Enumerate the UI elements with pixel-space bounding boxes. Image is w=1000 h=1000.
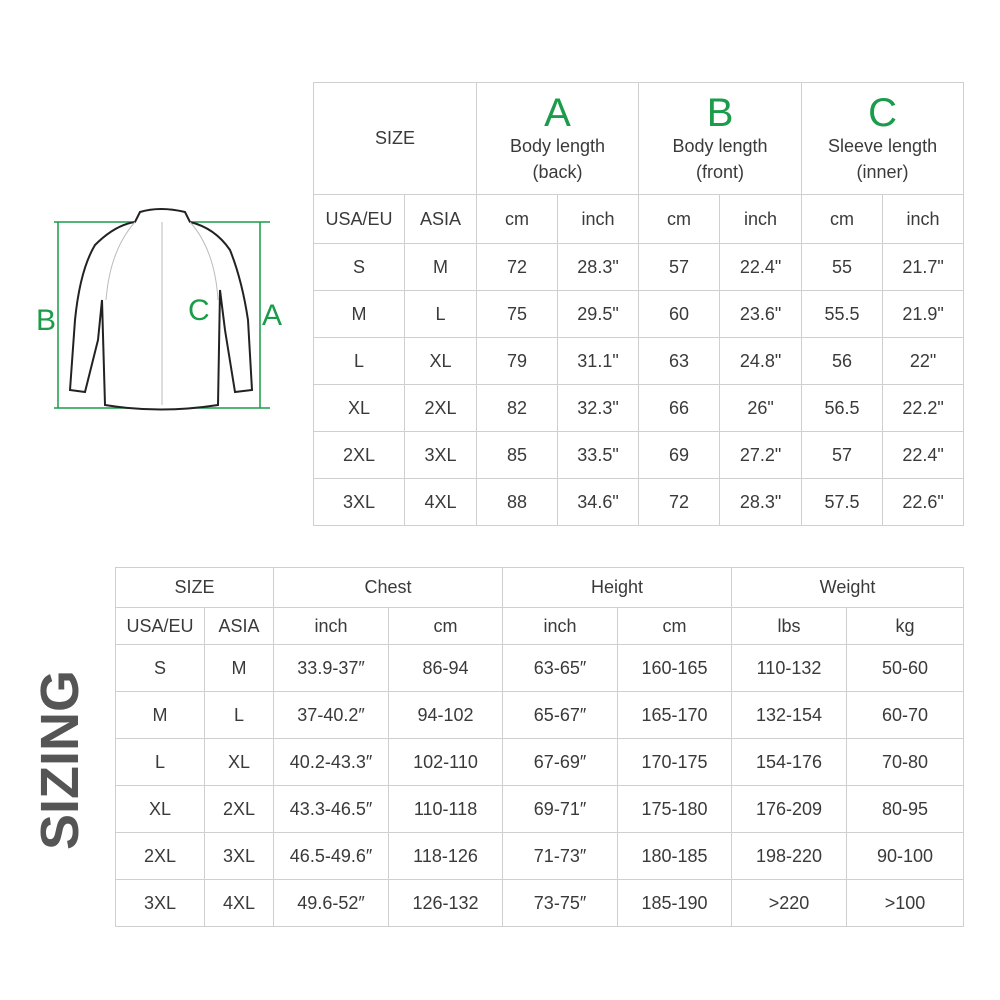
label-a: A <box>262 299 283 332</box>
sub-header: inch <box>274 608 389 645</box>
table-cell: 27.2" <box>720 432 802 479</box>
table-cell: S <box>314 244 405 291</box>
column-a-subtitle: (back) <box>532 161 583 182</box>
table-row <box>314 338 964 385</box>
table-cell: 72 <box>477 244 558 291</box>
table-cell: 4XL <box>205 880 274 927</box>
table-cell: L <box>314 338 405 385</box>
column-c-subtitle: (inner) <box>856 161 909 182</box>
table-cell: 110-132 <box>732 645 847 692</box>
table-cell: 2XL <box>314 432 405 479</box>
table-row <box>116 833 964 880</box>
table-row <box>314 244 964 291</box>
table-cell: 73-75″ <box>503 880 618 927</box>
table-cell: 2XL <box>116 833 205 880</box>
table-cell: XL <box>116 786 205 833</box>
table-row <box>116 739 964 786</box>
sub-header-row <box>116 608 964 645</box>
table-cell: 60-70 <box>847 692 964 739</box>
table-cell: 79 <box>477 338 558 385</box>
table-row <box>116 880 964 927</box>
table-cell: 56 <box>802 338 883 385</box>
table-row <box>116 645 964 692</box>
table-cell: 22.6" <box>883 479 964 526</box>
sub-header: kg <box>847 608 964 645</box>
table-cell: 65-67″ <box>503 692 618 739</box>
table-cell: 132-154 <box>732 692 847 739</box>
table-cell: XL <box>314 385 405 432</box>
table-cell: 4XL <box>405 479 477 526</box>
table-cell: M <box>405 244 477 291</box>
table-row <box>314 479 964 526</box>
column-a-letter: A <box>544 90 571 135</box>
label-c: C <box>188 294 210 327</box>
column-b-header <box>639 83 802 195</box>
table-cell: 50-60 <box>847 645 964 692</box>
table-cell: 126-132 <box>389 880 503 927</box>
sub-header: cm <box>477 195 558 244</box>
table-cell: 160-165 <box>618 645 732 692</box>
table-cell: 56.5 <box>802 385 883 432</box>
table-cell: 55.5 <box>802 291 883 338</box>
table-cell: XL <box>405 338 477 385</box>
table-cell: S <box>116 645 205 692</box>
column-a-header <box>477 83 639 195</box>
table-cell: 175-180 <box>618 786 732 833</box>
table-cell: L <box>205 692 274 739</box>
table-cell: 70-80 <box>847 739 964 786</box>
table-cell: 46.5-49.6″ <box>274 833 389 880</box>
table-cell: L <box>405 291 477 338</box>
table-cell: 72 <box>639 479 720 526</box>
sub-header-row <box>314 195 964 244</box>
sub-header: ASIA <box>205 608 274 645</box>
table-cell: 88 <box>477 479 558 526</box>
table-cell: 176-209 <box>732 786 847 833</box>
table-cell: 55 <box>802 244 883 291</box>
body-measurement-table <box>115 567 964 927</box>
table-cell: 22" <box>883 338 964 385</box>
table-row <box>116 692 964 739</box>
jersey-measurement-diagram <box>30 200 300 430</box>
table-cell: 28.3" <box>558 244 639 291</box>
table-cell: 60 <box>639 291 720 338</box>
sub-header: inch <box>503 608 618 645</box>
table-cell: 80-95 <box>847 786 964 833</box>
sub-header: cm <box>639 195 720 244</box>
table-cell: 22.2" <box>883 385 964 432</box>
table-row <box>116 786 964 833</box>
table-cell: 170-175 <box>618 739 732 786</box>
table-cell: 21.9" <box>883 291 964 338</box>
table-cell: 28.3" <box>720 479 802 526</box>
sub-header: inch <box>558 195 639 244</box>
table-cell: 110-118 <box>389 786 503 833</box>
column-b-subtitle: (front) <box>696 161 745 182</box>
table-cell: 57.5 <box>802 479 883 526</box>
table-cell: >220 <box>732 880 847 927</box>
table-cell: 34.6" <box>558 479 639 526</box>
table-cell: 29.5" <box>558 291 639 338</box>
table-cell: M <box>116 692 205 739</box>
size-header: SIZE <box>116 568 274 608</box>
sub-header: USA/EU <box>116 608 205 645</box>
table-cell: 118-126 <box>389 833 503 880</box>
table-cell: 2XL <box>205 786 274 833</box>
table-cell: 102-110 <box>389 739 503 786</box>
column-c-header <box>802 83 964 195</box>
table-cell: 32.3" <box>558 385 639 432</box>
table-cell: 3XL <box>314 479 405 526</box>
table-cell: 40.2-43.3″ <box>274 739 389 786</box>
table-cell: 23.6" <box>720 291 802 338</box>
table-cell: 69-71″ <box>503 786 618 833</box>
label-b: B <box>36 304 57 337</box>
table-cell: 69 <box>639 432 720 479</box>
column-b-title: Body length <box>672 135 768 156</box>
sub-header: cm <box>618 608 732 645</box>
table-cell: 2XL <box>405 385 477 432</box>
table-cell: 86-94 <box>389 645 503 692</box>
table-cell: 57 <box>802 432 883 479</box>
table-cell: 67-69″ <box>503 739 618 786</box>
sub-header: inch <box>720 195 802 244</box>
sizing-text: SIZING <box>30 669 90 851</box>
column-a-title: Body length <box>509 135 606 156</box>
table-cell: 26" <box>720 385 802 432</box>
table-row <box>314 432 964 479</box>
sub-header: USA/EU <box>314 195 405 244</box>
sub-header: inch <box>883 195 964 244</box>
table-cell: 185-190 <box>618 880 732 927</box>
table-cell: 24.8" <box>720 338 802 385</box>
table-cell: 22.4" <box>883 432 964 479</box>
sub-header: ASIA <box>405 195 477 244</box>
sub-header: lbs <box>732 608 847 645</box>
table-cell: 85 <box>477 432 558 479</box>
table-cell: 22.4" <box>720 244 802 291</box>
sub-header: cm <box>389 608 503 645</box>
column-b-letter: B <box>706 90 734 135</box>
table-cell: 154-176 <box>732 739 847 786</box>
table-cell: 49.6-52″ <box>274 880 389 927</box>
table-cell: 33.9-37″ <box>274 645 389 692</box>
table-cell: XL <box>205 739 274 786</box>
column-c-letter: C <box>868 90 897 135</box>
table-cell: M <box>314 291 405 338</box>
jersey-illustration <box>30 200 300 430</box>
table-cell: 198-220 <box>732 833 847 880</box>
height-header: Height <box>503 568 732 608</box>
table-cell: 94-102 <box>389 692 503 739</box>
table-cell: M <box>205 645 274 692</box>
table-cell: 82 <box>477 385 558 432</box>
table-cell: 63 <box>639 338 720 385</box>
table-cell: 43.3-46.5″ <box>274 786 389 833</box>
sub-header: cm <box>802 195 883 244</box>
table-cell: 3XL <box>116 880 205 927</box>
table-cell: 63-65″ <box>503 645 618 692</box>
table-cell: 165-170 <box>618 692 732 739</box>
table-row <box>314 385 964 432</box>
table-cell: 33.5" <box>558 432 639 479</box>
table-cell: 180-185 <box>618 833 732 880</box>
table-cell: 71-73″ <box>503 833 618 880</box>
table-cell: 3XL <box>205 833 274 880</box>
column-c-title: Sleeve length <box>828 135 938 156</box>
table-cell: 21.7" <box>883 244 964 291</box>
table-cell: 37-40.2″ <box>274 692 389 739</box>
table-cell: 57 <box>639 244 720 291</box>
sizing-side-label <box>28 660 92 860</box>
table-cell: 3XL <box>405 432 477 479</box>
chest-header: Chest <box>274 568 503 608</box>
table-cell: 31.1" <box>558 338 639 385</box>
weight-header: Weight <box>732 568 964 608</box>
table-cell: 90-100 <box>847 833 964 880</box>
table-cell: >100 <box>847 880 964 927</box>
table-cell: 75 <box>477 291 558 338</box>
table-cell: L <box>116 739 205 786</box>
garment-measurement-table <box>313 82 964 526</box>
table-cell: 66 <box>639 385 720 432</box>
table-row <box>314 291 964 338</box>
size-header: SIZE <box>314 83 477 195</box>
